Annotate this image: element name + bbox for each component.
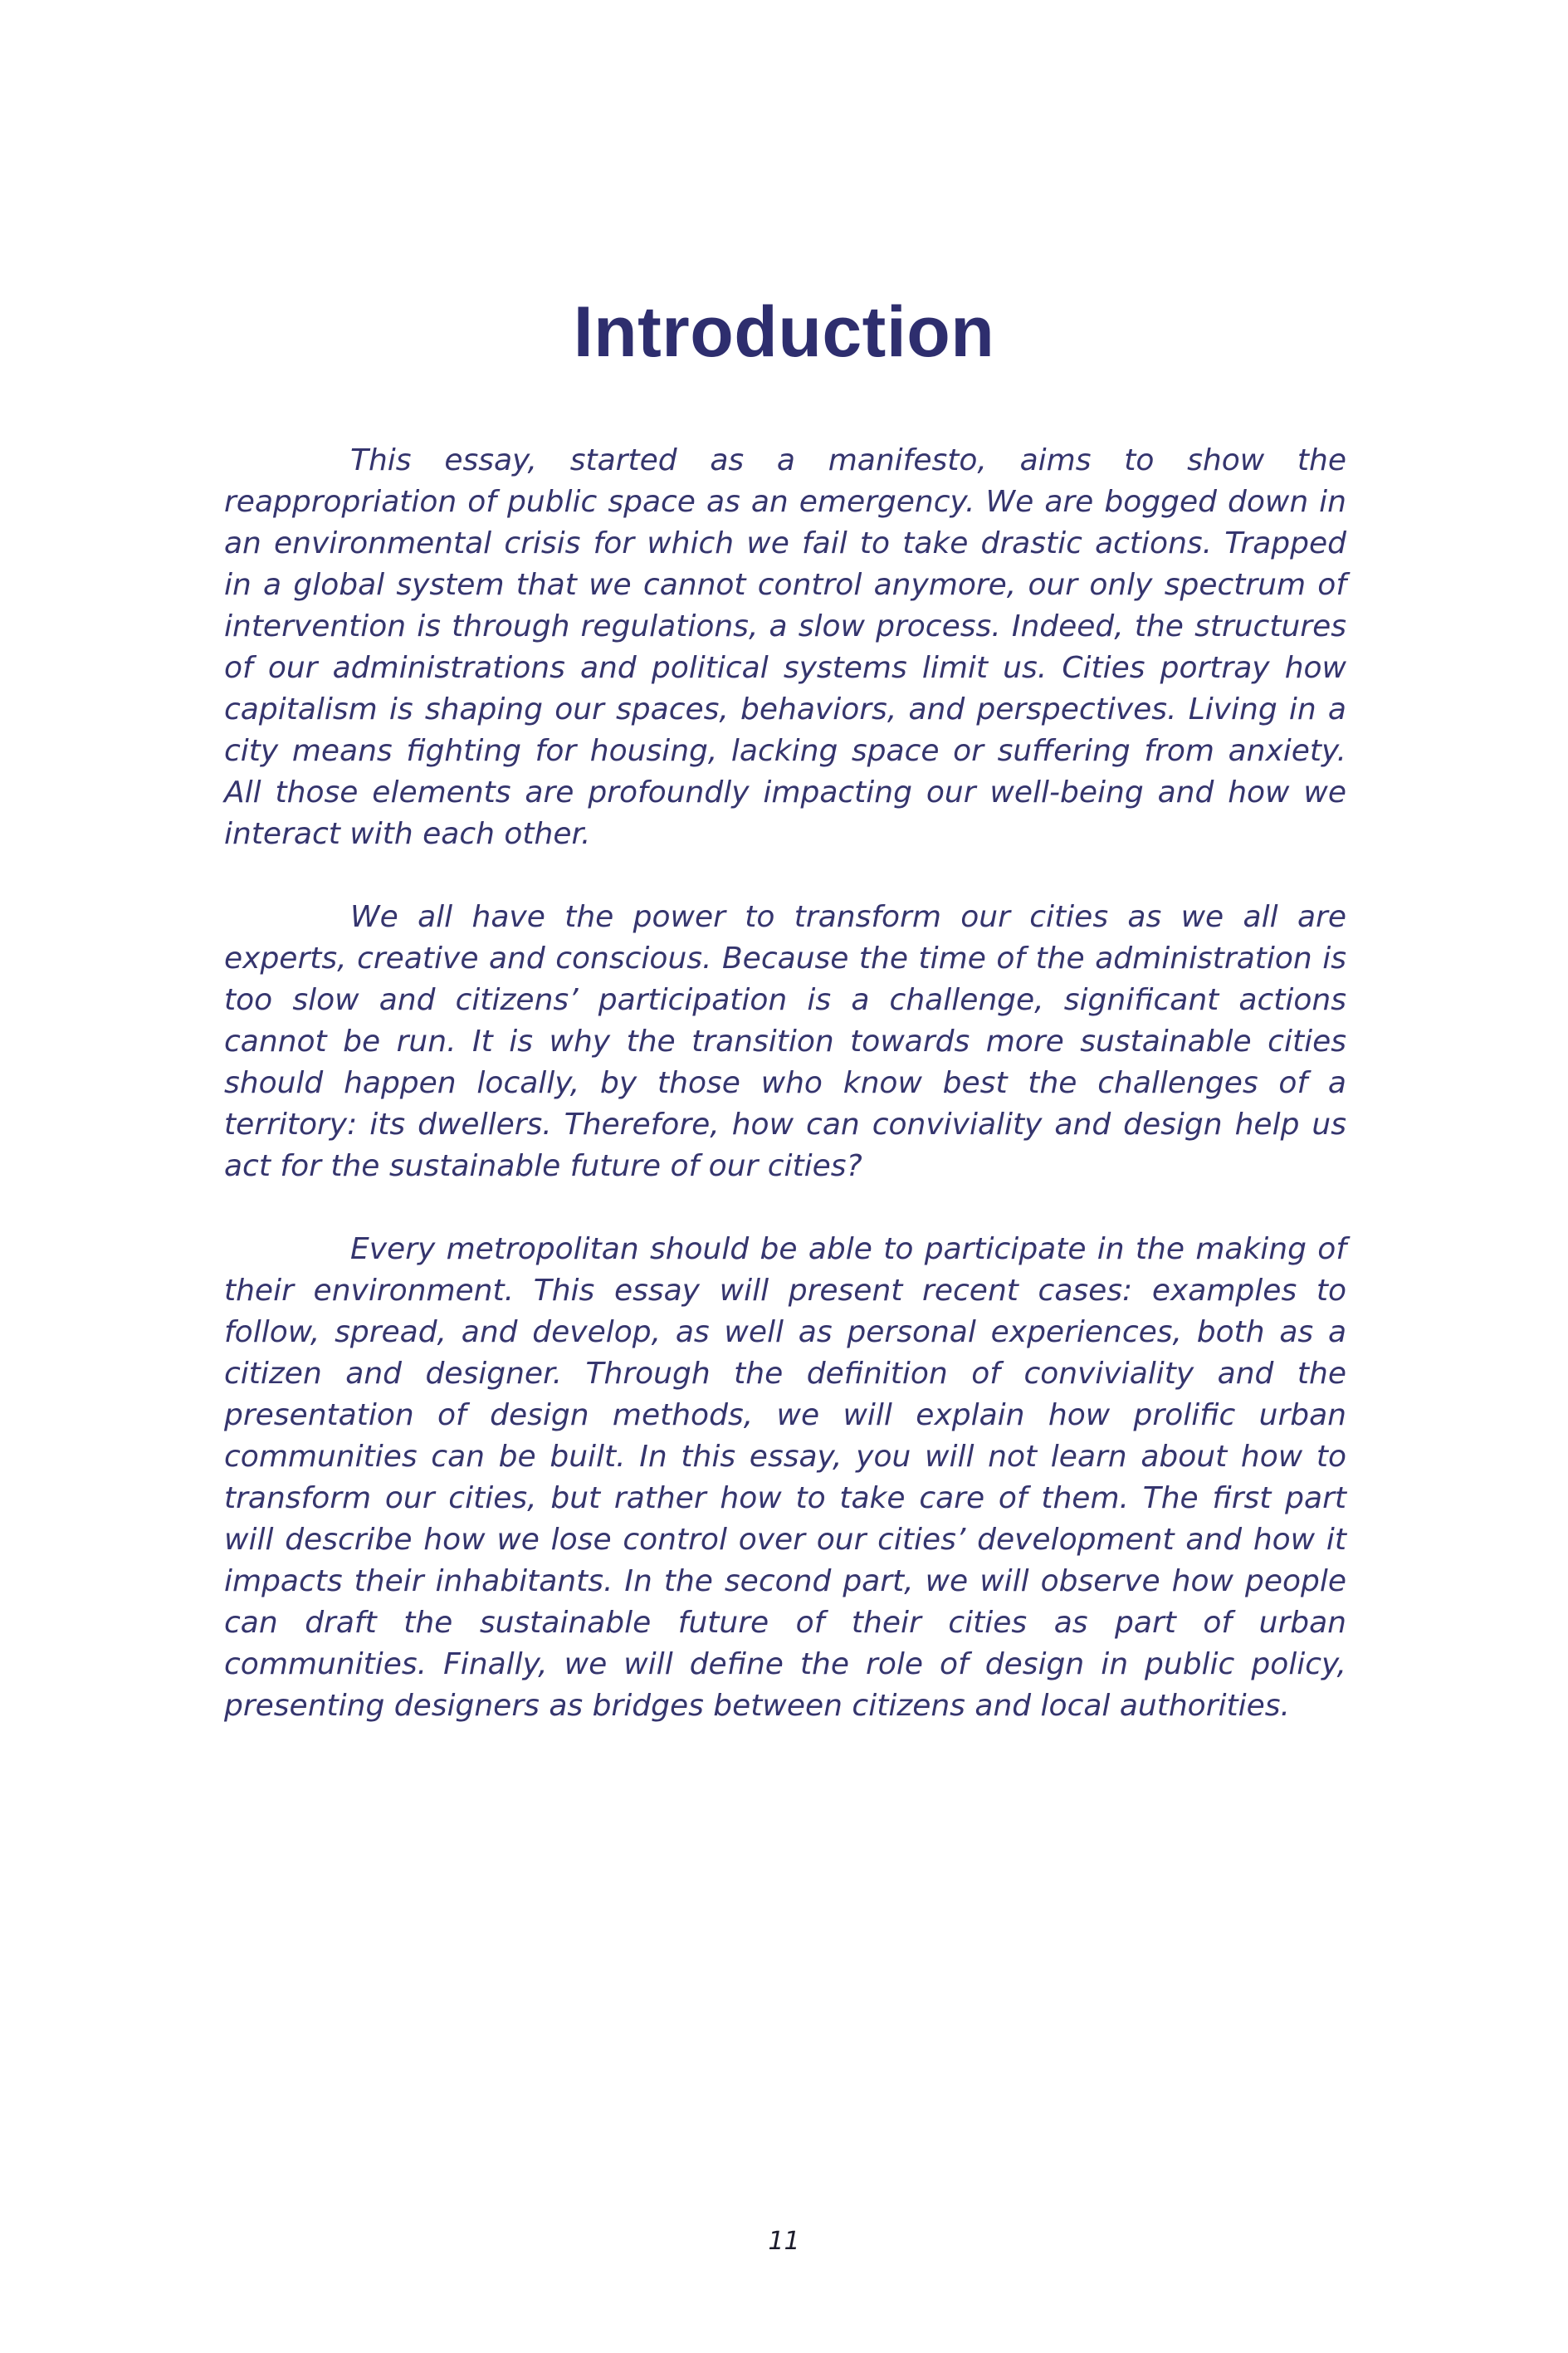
page-number: 11 xyxy=(768,2227,800,2256)
paragraph-1: This essay, started as a manifesto, aims to show the reappropriation of public space as an emergency. We are bogged down in an environmental crisis for which we fail to take drastic actions. Trapped in a global system that we cannot control anymore, our only spectrum of intervention is through regulations, a slow process. Indeed, the structures of our administrations and political systems limit us. Cities portray how capitalism is shaping our spaces, behaviors, and perspectives. Living in a city means fighting for housing, lacking space or suffering from anxiety. All those elements are profoundly impacting our well-being and how we interact with each other. xyxy=(224,443,1346,851)
page-title: Introduction xyxy=(573,292,995,372)
paragraph-2: We all have the power to transform our cities as we all are experts, creative and conscious. Because the time of the administration is too slow and citizens’ participation is a challenge, significant actions cannot be run. It is why the transition towards more sustainable cities should happen locally, by those who know best the challenges of a territory: its dwellers. Therefore, how can conviviality and design help us act for the sustainable future of our cities? xyxy=(224,900,1346,1183)
body-text xyxy=(224,440,1346,1727)
paragraph-3: Every metropolitan should be able to participate in the making of their environment. This essay will present recent cases: examples to follow, spread, and develop, as well as personal experiences, both as a citizen and designer. Through the definition of conviviality and the presentation of design methods, we will explain how prolific urban communities can be built. In this essay, you will not learn about how to transform our cities, but rather how to take care of them. The first part will describe how we lose control over our cities’ development and how it impacts their inhabitants. In the second part, we will observe how people can draft the sustainable future of their cities as part of urban communities. Finally, we will define the role of design in public policy, presenting designers as bridges between citizens and local authorities. xyxy=(224,1232,1346,1723)
